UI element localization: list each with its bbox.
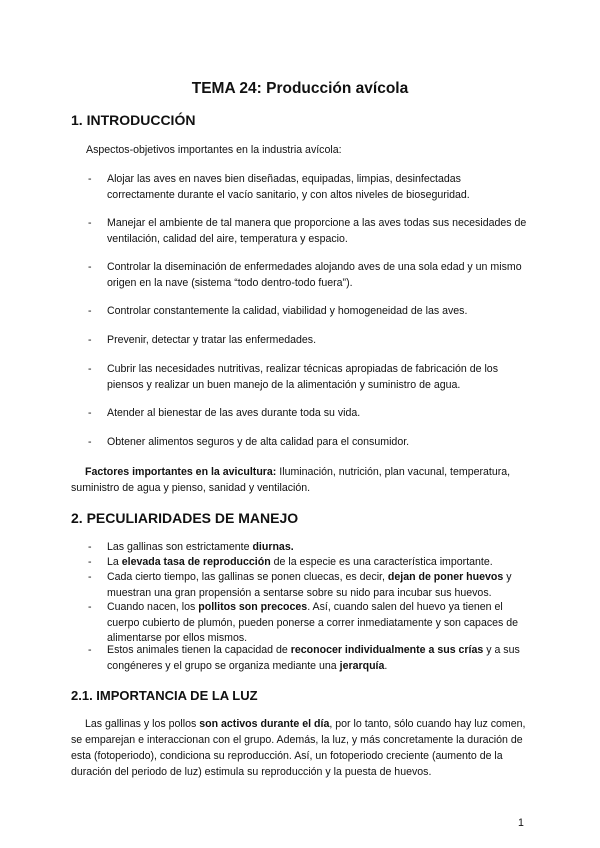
list-item-text: Atender al bienestar de las aves durante toda su vida. xyxy=(107,407,361,419)
page-number: 1 xyxy=(518,817,524,829)
list-item-text: Cada cierto tiempo, las gallinas se ponen cluecas, es decir, dejan de poner huevos y muestran una gran propensión a sentarse sobre su nido para incubar sus huevos. xyxy=(107,571,512,599)
list-item-text: La elevada tasa de reproducción de la especie es una característica importante. xyxy=(107,556,493,568)
list-dash: - xyxy=(88,363,92,375)
list-item-text: Cubrir las necesidades nutritivas, realizar técnicas apropiadas de fabricación de los piensos y realizar un buen manejo de la alimentación y suministro de agua. xyxy=(107,363,498,391)
list-item-text: Prevenir, detectar y tratar las enfermedades. xyxy=(107,334,317,346)
factors-label: Factores importantes en la avicultura: xyxy=(85,466,277,478)
list-item-text: Las gallinas son estrictamente diurnas. xyxy=(107,541,294,553)
list-dash: - xyxy=(88,261,92,273)
list-dash: - xyxy=(88,601,92,613)
list-item-text: Manejar el ambiente de tal manera que proporcione a las aves todas sus necesidades de ventilación, calidad del aire, temperatura y espacio. xyxy=(107,217,527,245)
section-heading-introduccion: 1. INTRODUCCIÓN xyxy=(71,112,196,128)
factors-text: Iluminación, nutrición, plan vacunal, temperatura, suministro de agua y pienso, sanidad y ventilación. xyxy=(71,466,511,494)
list-item-text: Cuando nacen, los pollitos son precoces. Así, cuando salen del huevo ya tienen el cuerpo cubierto de plumón, pueden ponerse a correr inmediatamente y son capaces de alimentarse por ellos mismos. xyxy=(107,601,519,644)
list-dash: - xyxy=(88,334,92,346)
factors-paragraph xyxy=(71,464,526,496)
list-item-text: Controlar la diseminación de enfermedades alojando aves de una sola edad y un mismo origen en la nave (sistema “todo dentro-todo fuera”). xyxy=(107,261,522,289)
subsection-heading-luz: 2.1. IMPORTANCIA DE LA LUZ xyxy=(71,688,258,703)
list-item-text: Estos animales tienen la capacidad de reconocer individualmente a sus crías y a sus congéneres y el grupo se organiza mediante una jerarquía. xyxy=(107,644,520,672)
list-dash: - xyxy=(88,541,92,553)
list-item-text: Alojar las aves en naves bien diseñadas, equipadas, limpias, desinfectadas correctamente durante el vacío sanitario, y con altos niveles de bioseguridad. xyxy=(107,173,470,201)
list-dash: - xyxy=(88,556,92,568)
list-dash: - xyxy=(88,644,92,656)
list-dash: - xyxy=(88,407,92,419)
list-dash: - xyxy=(88,173,92,185)
list-dash: - xyxy=(88,436,92,448)
list-item-text: Controlar constantemente la calidad, viabilidad y homogeneidad de las aves. xyxy=(107,305,468,317)
list-dash: - xyxy=(88,217,92,229)
luz-paragraph: Las gallinas y los pollos son activos durante el día, por lo tanto, sólo cuando hay luz comen, se emparejan e interaccionan con el grupo. Además, la luz, y más concretamente la duración de esta (fotoperiodo), condiciona su reproducción. Así, un fotoperiodo creciente (aumento de la duración del periodo de luz) estimula su reproducción y la puesta de huevos. xyxy=(71,718,526,778)
document-title: TEMA 24: Producción avícola xyxy=(191,80,409,97)
list-item-text: Obtener alimentos seguros y de alta calidad para el consumidor. xyxy=(107,436,410,448)
intro-lead: Aspectos-objetivos importantes en la industria avícola: xyxy=(86,144,342,156)
list-dash: - xyxy=(88,305,92,317)
list-dash: - xyxy=(88,571,92,583)
section-heading-peculiaridades: 2. PECULIARIDADES DE MANEJO xyxy=(71,510,299,526)
